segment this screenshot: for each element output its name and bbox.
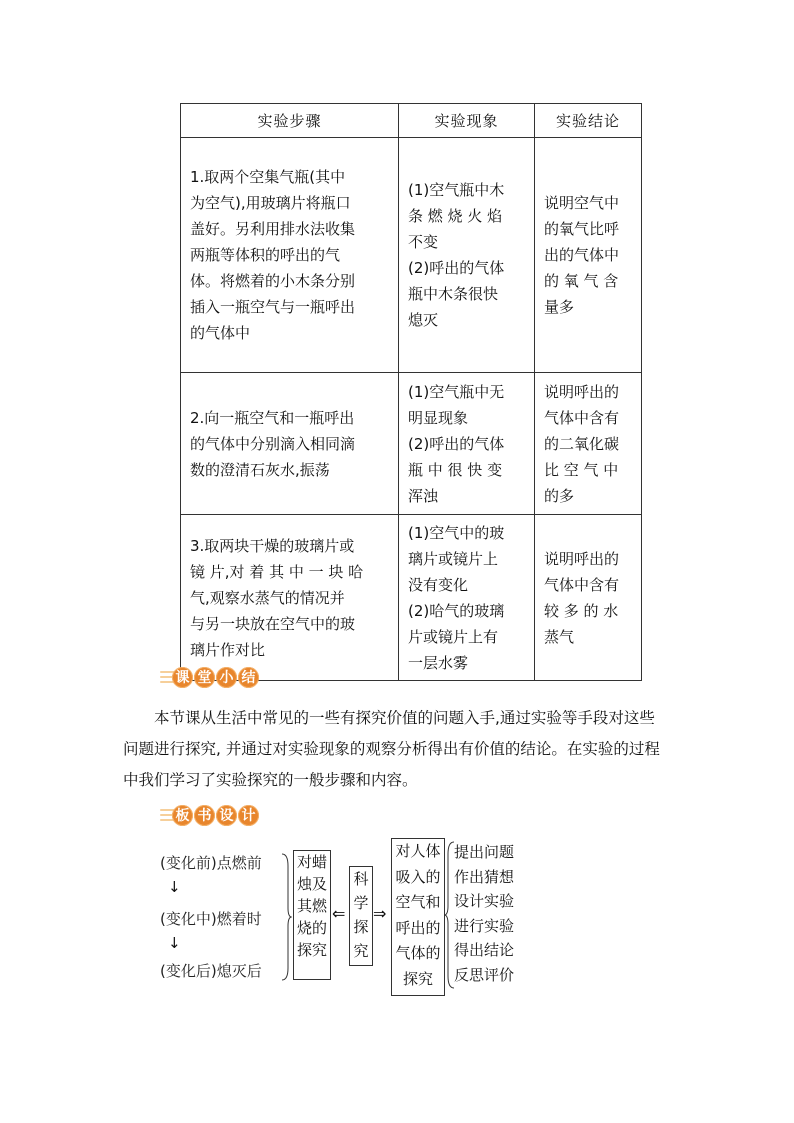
cell-line: 比 空 气 中: [544, 460, 619, 479]
board-design-diagram: [160, 838, 540, 998]
cell-line: 说明空气中: [544, 194, 620, 212]
cell-line: 的多: [544, 486, 575, 505]
box-line: 其燃: [296, 897, 327, 915]
inquiry-steps-list: [454, 840, 514, 987]
cell-line: 的气体中: [190, 324, 251, 342]
inquiry-step: 提出问题: [454, 843, 515, 861]
box-line: 吸入的: [395, 867, 441, 886]
cell-line: 量多: [544, 298, 575, 316]
summary-line: 中我们学习了实验探究的一般步骤和内容。: [123, 771, 418, 789]
cell-line: 浑浊: [408, 486, 439, 505]
box-line: 对蜡: [296, 853, 327, 871]
badge-char: 板: [172, 805, 193, 826]
header-step: 实验步骤: [181, 104, 399, 138]
cell-line: 一层水雾: [408, 653, 469, 672]
badge-char: 课: [172, 667, 193, 688]
cell-line: 出的气体中: [544, 246, 620, 264]
cell-line: 说明呼出的: [544, 549, 620, 568]
cell-line: (2)呼出的气体: [408, 259, 505, 277]
cell-line: 条 燃 烧 火 焰: [408, 207, 503, 225]
section-badge-summary: [160, 664, 260, 690]
cell-line: 气体中含有: [544, 408, 620, 427]
breath-inquiry-box: [391, 838, 445, 996]
right-brace-icon: [280, 852, 292, 982]
science-inquiry-box: [349, 866, 373, 966]
cell-line: 2.向一瓶空气和一瓶呼出: [190, 408, 355, 427]
cell-line: 瓶 中 很 快 变: [408, 460, 503, 479]
conclusion-cell: [535, 138, 642, 373]
badge-char: 书: [194, 805, 215, 826]
cell-line: 的 氧 气 含: [544, 272, 619, 290]
inquiry-step: 得出结论: [454, 941, 515, 959]
cell-line: 的氧气比呼: [544, 220, 620, 238]
badge-char: 堂: [194, 667, 215, 688]
cell-line: 明显现象: [408, 408, 469, 427]
box-line: 科: [353, 870, 369, 888]
down-arrow: ↓: [168, 878, 181, 896]
phenomenon-cell: [399, 138, 535, 373]
step-cell: [181, 373, 399, 515]
cell-line: 的二氧化碳: [544, 434, 620, 453]
phenomenon-cell: [399, 373, 535, 515]
cell-line: 与另一块放在空气中的玻: [190, 614, 356, 633]
conclusion-cell: [535, 373, 642, 515]
summary-line: 本节课从生活中常见的一些有探究价值的问题入手,通过实验等手段对这些: [154, 709, 655, 727]
summary-paragraph: [123, 703, 676, 796]
table-row: [181, 515, 642, 681]
left-arrow-icon: ⇐: [332, 904, 346, 923]
cell-line: 璃片作对比: [190, 640, 266, 659]
cell-line: (1)空气中的玻: [408, 523, 505, 542]
cell-line: (1)空气瓶中无: [408, 382, 505, 401]
box-line: 空气和: [395, 893, 441, 911]
box-line: 学: [353, 894, 369, 912]
cell-line: 片或镜片上有: [408, 627, 499, 646]
cell-line: 较 多 的 水: [544, 601, 619, 620]
conclusion-cell: [535, 515, 642, 681]
box-line: 烧的: [296, 919, 327, 937]
stage-before: (变化前)点燃前: [160, 854, 262, 872]
cell-line: 气体中含有: [544, 575, 620, 594]
cell-line: 的气体中分别滴入相同滴: [190, 434, 356, 453]
cell-line: 1.取两个空集气瓶(其中: [190, 168, 346, 186]
right-arrow-icon: ⇒: [373, 904, 387, 923]
box-line: 探究: [296, 941, 327, 959]
cell-line: 为空气),用玻璃片将瓶口: [190, 194, 351, 212]
cell-line: 3.取两块干燥的玻璃片或: [190, 536, 355, 555]
cell-line: 气,观察水蒸气的情况并: [190, 588, 345, 607]
box-line: 呼出的: [395, 918, 441, 937]
cell-line: 镜 片,对 着 其 中 一 块 哈: [190, 562, 364, 581]
inquiry-step: 进行实验: [454, 916, 515, 935]
box-line: 探: [353, 918, 369, 936]
stage-after: (变化后)熄灭后: [160, 962, 262, 980]
box-line: 究: [353, 942, 369, 960]
box-line: 烛及: [296, 875, 327, 893]
box-line: 气体的: [395, 944, 441, 962]
cell-line: 盖好。另利用排水法收集: [190, 220, 356, 238]
cell-line: (2)呼出的气体: [408, 434, 505, 453]
box-line: 对人体: [395, 842, 441, 860]
cell-line: 两瓶等体积的呼出的气: [190, 246, 341, 264]
box-line: 探究: [402, 969, 433, 988]
candle-inquiry-box: [293, 850, 331, 980]
summary-line: 问题进行探究, 并通过对实验现象的观察分析得出有价值的结论。在实验的过程: [123, 740, 660, 758]
cell-line: 插入一瓶空气与一瓶呼出: [190, 298, 356, 316]
badge-char: 计: [238, 805, 259, 826]
inquiry-step: 设计实验: [454, 892, 515, 910]
section-badge-board: [160, 802, 260, 828]
cell-line: 没有变化: [408, 575, 469, 594]
badge-char: 小: [216, 667, 237, 688]
stage-during: (变化中)燃着时: [160, 910, 262, 928]
inquiry-step: 反思评价: [454, 965, 515, 984]
cell-line: (2)哈气的玻璃: [408, 601, 505, 620]
cell-line: 体。将燃着的小木条分别: [190, 272, 356, 290]
badge-char: 设: [216, 805, 237, 826]
cell-line: 不变: [408, 233, 439, 251]
cell-line: 蒸气: [544, 627, 575, 646]
cell-line: 熄灭: [408, 311, 439, 329]
phenomenon-cell: [399, 515, 535, 681]
step-cell: [181, 138, 399, 373]
table-row: [181, 373, 642, 515]
cell-line: 璃片或镜片上: [408, 549, 499, 568]
table-row: [181, 138, 642, 373]
down-arrow: ↓: [168, 934, 181, 952]
cell-line: 瓶中木条很快: [408, 285, 499, 303]
badge-char: 结: [238, 667, 259, 688]
inquiry-step: 作出猜想: [454, 867, 515, 886]
experiment-table: [180, 103, 642, 681]
header-phenomenon: 实验现象: [399, 104, 535, 138]
cell-line: 说明呼出的: [544, 382, 620, 401]
cell-line: 数的澄清石灰水,振荡: [190, 460, 330, 479]
cell-line: (1)空气瓶中木: [408, 181, 505, 199]
header-conclusion: 实验结论: [535, 104, 642, 138]
step-cell: [181, 515, 399, 681]
table-header-row: [181, 104, 642, 138]
